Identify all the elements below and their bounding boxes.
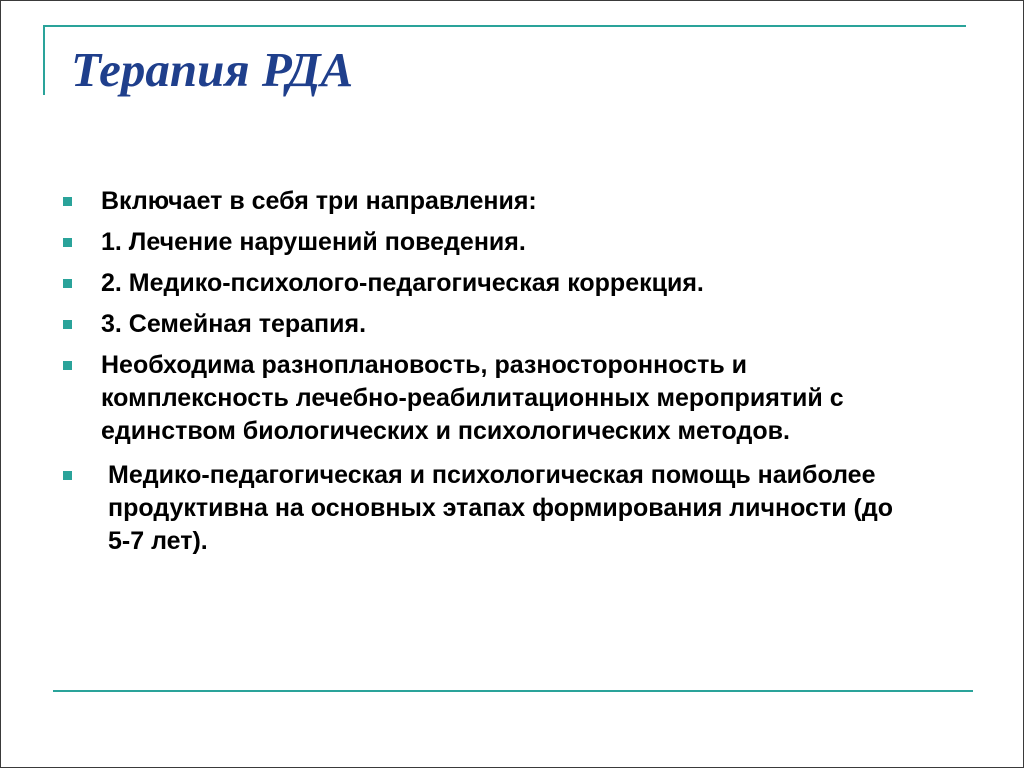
bullet-item — [63, 459, 893, 558]
bullet-item — [63, 267, 893, 300]
square-bullet-icon — [63, 320, 72, 329]
bullet-item — [63, 308, 893, 341]
bullet-text: Включает в себя три направления: — [101, 187, 537, 215]
bullet-text: Медико-педагогическая и психологическая помощь наиболее продуктивна на основных этапах формирования личности (до 5-7 лет). — [108, 461, 893, 555]
bullet-list — [63, 185, 893, 566]
square-bullet-icon — [63, 471, 72, 480]
top-divider — [44, 25, 966, 27]
bullet-item — [63, 349, 893, 448]
bullet-text: 1. Лечение нарушений поведения. — [101, 228, 526, 256]
bullet-item — [63, 185, 893, 218]
left-accent-divider — [43, 25, 45, 95]
bullet-item — [63, 226, 893, 259]
bottom-divider — [53, 690, 973, 692]
bullet-text: Необходима разноплановость, разносторонность и комплексность лечебно-реабилитационных мероприятий с единством биологических и психологических методов. — [101, 351, 844, 445]
square-bullet-icon — [63, 361, 72, 370]
square-bullet-icon — [63, 279, 72, 288]
square-bullet-icon — [63, 197, 72, 206]
bullet-text: 3. Семейная терапия. — [101, 310, 367, 338]
square-bullet-icon — [63, 238, 72, 247]
bullet-text: 2. Медико-психолого-педагогическая коррекция. — [101, 269, 704, 297]
slide-title: Терапия РДА — [71, 42, 354, 97]
